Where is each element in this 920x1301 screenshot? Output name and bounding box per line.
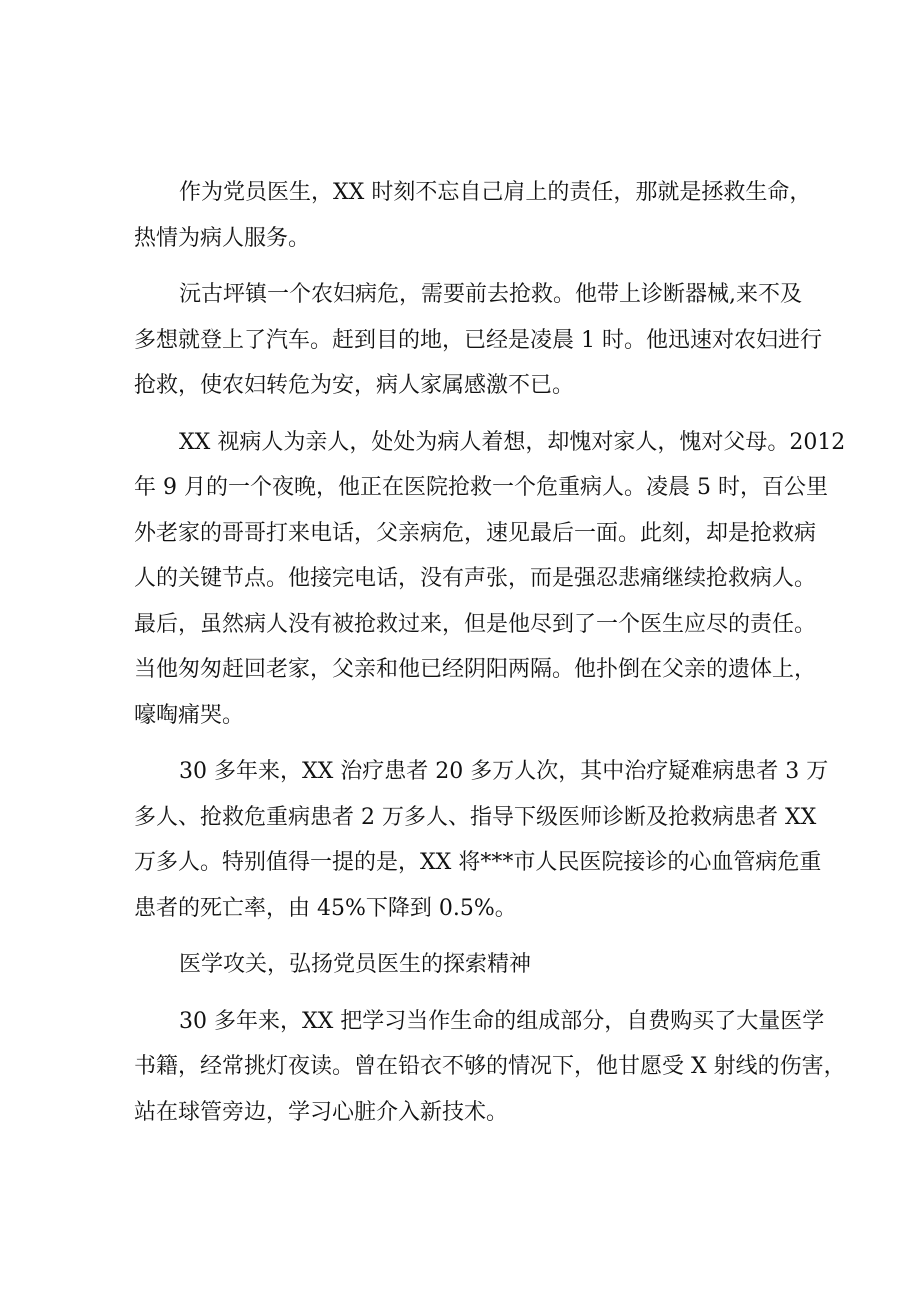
text-line: 书籍，经常挑灯夜读。曾在铅衣不够的情况下，他甘愿受 X 射线的伤害， [134, 1054, 846, 1079]
body-paragraph [134, 999, 846, 1136]
text-line: 站在球管旁边，学习心脏介入新技术。 [134, 1099, 509, 1125]
text-line: 年 9 月的一个夜晚，他正在医院抢救一个危重病人。凌晨 5 时，百公里 [134, 475, 828, 500]
text-line: 30 多年来，XX 治疗患者 20 多万人次，其中治疗疑难病患者 3 万 [179, 759, 829, 784]
section-heading [134, 942, 792, 988]
text-line: 外老家的哥哥打来电话，父亲病危，速见最后一面。此刻，却是抢救病 [134, 520, 817, 546]
text-line: 人的关键节点。他接完电话，没有声张，而是强忍悲痛继续抢救病人。 [134, 566, 817, 591]
text-line: 沅古坪镇一个农妇病危，需要前去抢救。他带上诊断器械,来不及 [179, 282, 802, 307]
document-page [134, 170, 846, 1146]
body-paragraph [134, 272, 822, 409]
text-line: 嚎啕痛哭。 [134, 702, 245, 728]
body-paragraph [134, 420, 846, 739]
text-line: 最后，虽然病人没有被抢救过来，但是他尽到了一个医生应尽的责任。 [134, 611, 817, 637]
text-line: 多想就登上了汽车。赶到目的地，已经是凌晨 1 时。他迅速对农妇进行 [134, 327, 822, 353]
body-paragraph [134, 170, 812, 261]
text-line: XX 视病人为亲人，处处为病人着想，却愧对家人，愧对父母。2012 [179, 429, 846, 455]
text-line: 当他匆匆赶回老家，父亲和他已经阴阳两隔。他扑倒在父亲的遗体上， [134, 657, 817, 682]
text-line: 多人、抢救危重病患者 2 万多人、指导下级医师诊断及抢救病患者 XX [134, 804, 817, 830]
text-line: 热情为病人服务。 [134, 225, 311, 251]
heading-text: 医学攻关，弘扬党员医生的探索精神 [179, 952, 532, 977]
text-line: 30 多年来，XX 把学习当作生命的组成部分，自费购买了大量医学 [179, 1008, 825, 1034]
body-paragraph [134, 749, 829, 931]
text-line: 患者的死亡率，由 45%下降到 0.5%。 [134, 895, 517, 921]
text-line: 抢救，使农妇转危为安，病人家属感激不已。 [134, 373, 575, 398]
text-line: 作为党员医生，XX 时刻不忘自己肩上的责任，那就是拯救生命， [179, 180, 812, 205]
text-line: 万多人。特别值得一提的是，XX 将***市人民医院接诊的心血管病危重 [134, 850, 822, 875]
